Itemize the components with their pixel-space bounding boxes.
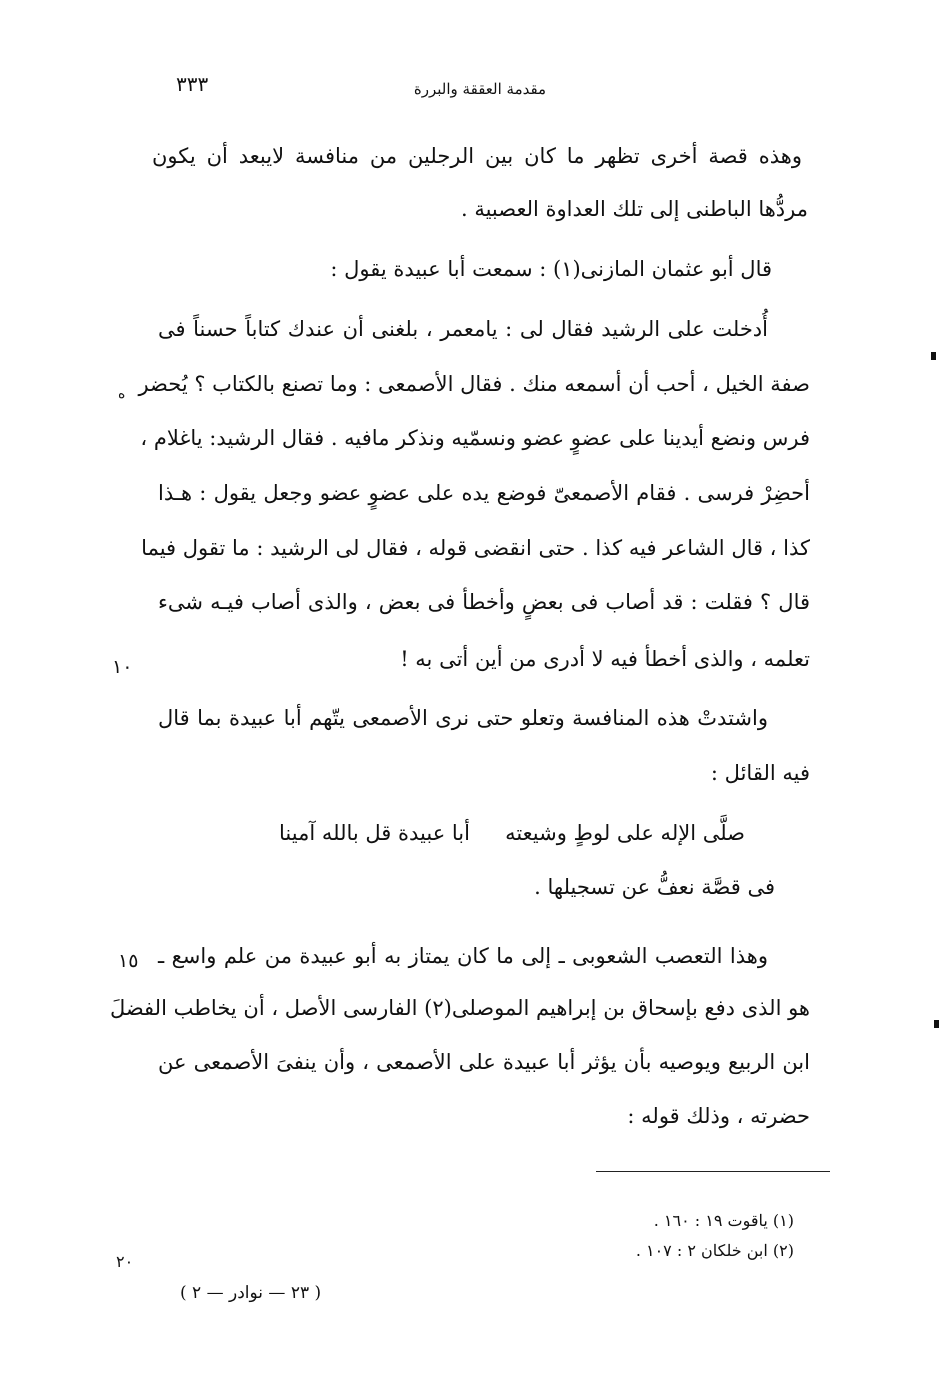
- footnote-2: (٢) ابن خلكان ٢ : ١٠٧ .: [635, 1241, 794, 1260]
- body-line-2: مردُّها الباطنى إلى تلك العداوة العصبية .: [460, 197, 808, 221]
- body-line-10: تعلمه ، والذى أخطأ فيه لا أدرى من أين أتى به !: [400, 647, 810, 671]
- margin-line-number-20: ٢٠: [116, 1252, 134, 1271]
- body-line-3: قال أبو عثمان المازنى(١) : سمعت أبا عبيدة يقول :: [330, 257, 772, 281]
- verse-line-1-left: أبا عبيدة قل بالله آمينا: [279, 821, 470, 845]
- body-line-4: أُدخلت على الرشيد فقال لى : يامعمر ، بلغنى أن عندك كتاباً حسناً فى: [158, 317, 768, 341]
- running-header: مقدمة العققة والبررة: [413, 80, 547, 98]
- footnote-rule: [596, 1171, 830, 1172]
- scan-speck: [934, 1020, 939, 1028]
- body-line-14: هو الذى دفع بإسحاق بن إبراهيم الموصلى(٢) الفارسى الأصل ، أن يخاطب الفضلَ: [109, 996, 810, 1020]
- scan-speck: [931, 352, 936, 360]
- body-line-7: أحضِرْ فرسى . فقام الأصمعىّ فوضع يده على عضوٍ عضو وجعل يقول : هـذا: [158, 481, 810, 505]
- body-line-13: وهذا التعصب الشعوبى ـ إلى ما كان يمتاز به أبو عبيدة من علم واسع ـ: [158, 944, 768, 968]
- body-line-12: فيه القائل :: [710, 761, 810, 785]
- body-line-11: واشتدتْ هذه المنافسة وتعلو حتى نرى الأصمعى يتّهم أبا عبيدة بما قال: [158, 706, 768, 730]
- body-line-5: صفة الخيل ، أحب أن أسمعه منك . فقال الأصمعى : وما تصنع بالكتاب ؟ يُحضر: [138, 372, 810, 396]
- body-line-15: ابن الربيع ويوصيه بأن يؤثر أبا عبيدة على الأصمعى ، وأن ينفىَ الأصمعى عن: [158, 1050, 810, 1074]
- body-line-8: كذا ، قال الشاعر فيه كذا . حتى انقضى قوله ، فقال لى الرشيد : ما تقول فيما: [141, 536, 810, 560]
- verse-line-1-right: صلَّى الإله على لوطٍ وشيعته: [505, 821, 745, 845]
- margin-mark-5: ه: [118, 386, 126, 402]
- printer-signature: ( ٢٣ — نوادر — ٢ ): [180, 1283, 322, 1303]
- body-line-6: فرس ونضع أيدينا على عضوٍ عضو ونسمّيه ونذكر مافيه . فقال الرشيد: ياغلام ،: [140, 426, 810, 450]
- verse-line-2: فى قصَّة نعفُّ عن تسجيلها .: [534, 875, 775, 899]
- margin-line-number-10: ١٠: [112, 656, 133, 678]
- margin-line-number-15: ١٥: [118, 950, 139, 972]
- body-line-1: وهذه قصة أخرى تظهر ما كان بين الرجلين من منافسة لايبعد أن يكون: [152, 144, 802, 168]
- footnote-1: (١) ياقوت ١٩ : ١٦٠ .: [653, 1211, 794, 1230]
- body-line-9: قال ؟ فقلت : قد أصاب فى بعضٍ وأخطأ فى بعض ، والذى أصاب فيـه شىء: [158, 590, 810, 614]
- body-line-16: حضرته ، وذلك قوله :: [627, 1104, 810, 1128]
- page-number: ٣٣٣: [176, 72, 209, 96]
